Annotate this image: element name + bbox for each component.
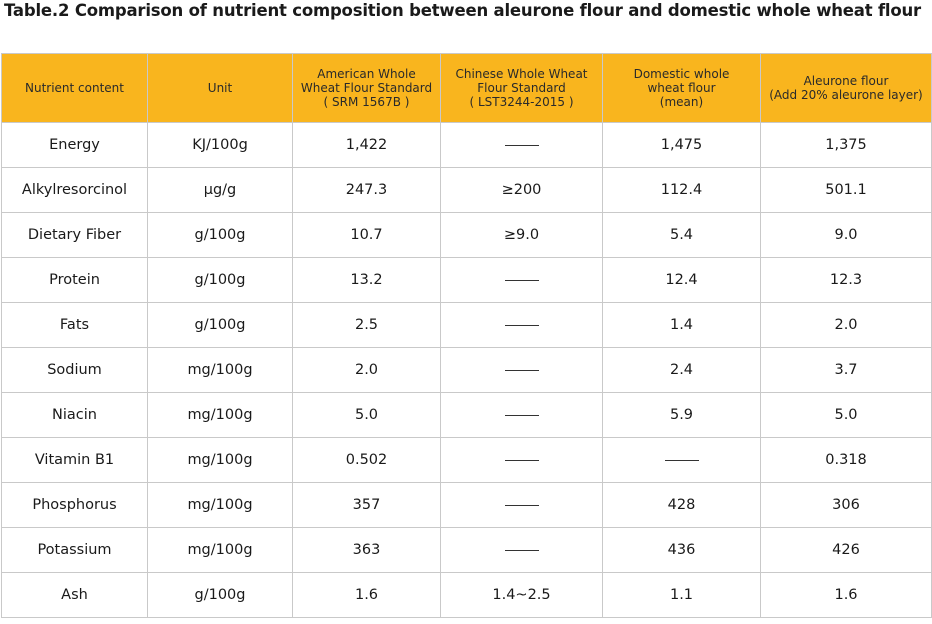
unit-cell: g/100g	[148, 258, 293, 303]
not-specified-dash	[505, 460, 539, 461]
table-row	[2, 258, 932, 303]
chinese-value-cell: ≥9.0	[441, 213, 603, 258]
american-value-cell: 1.6	[293, 573, 441, 618]
american-value-cell: 10.7	[293, 213, 441, 258]
table-row	[2, 438, 932, 483]
nutrient-cell: Potassium	[2, 528, 148, 573]
table-row	[2, 348, 932, 393]
unit-cell: g/100g	[148, 573, 293, 618]
nutrient-cell: Sodium	[2, 348, 148, 393]
aleurone-value-cell: 0.318	[761, 438, 932, 483]
unit-cell: mg/100g	[148, 483, 293, 528]
chinese-value-cell	[441, 258, 603, 303]
unit-cell: mg/100g	[148, 528, 293, 573]
nutrient-cell: Fats	[2, 303, 148, 348]
unit-cell: mg/100g	[148, 438, 293, 483]
header-chinese-standard: Chinese Whole Wheat Flour Standard ( LST3244-2015 )	[441, 54, 603, 123]
aleurone-value-cell: 5.0	[761, 393, 932, 438]
table-row	[2, 483, 932, 528]
table-row	[2, 573, 932, 618]
domestic-value-cell: 1.4	[603, 303, 761, 348]
american-value-cell: 13.2	[293, 258, 441, 303]
chinese-value-cell	[441, 303, 603, 348]
domestic-value-cell: 1,475	[603, 123, 761, 168]
american-value-cell: 5.0	[293, 393, 441, 438]
nutrient-cell: Energy	[2, 123, 148, 168]
american-value-cell: 357	[293, 483, 441, 528]
chinese-value-cell	[441, 348, 603, 393]
not-specified-dash	[505, 325, 539, 326]
aleurone-value-cell: 306	[761, 483, 932, 528]
american-value-cell: 1,422	[293, 123, 441, 168]
not-specified-dash	[505, 280, 539, 281]
domestic-value-cell: 436	[603, 528, 761, 573]
aleurone-value-cell: 9.0	[761, 213, 932, 258]
nutrient-cell: Phosphorus	[2, 483, 148, 528]
chinese-value-cell: ≥200	[441, 168, 603, 213]
chinese-value-cell	[441, 123, 603, 168]
aleurone-value-cell: 426	[761, 528, 932, 573]
unit-cell: g/100g	[148, 303, 293, 348]
aleurone-value-cell: 2.0	[761, 303, 932, 348]
chinese-value-cell	[441, 438, 603, 483]
nutrient-cell: Ash	[2, 573, 148, 618]
nutrient-cell: Niacin	[2, 393, 148, 438]
table-row	[2, 528, 932, 573]
chinese-value-cell	[441, 483, 603, 528]
aleurone-value-cell: 3.7	[761, 348, 932, 393]
nutrient-cell: Dietary Fiber	[2, 213, 148, 258]
not-specified-dash	[505, 550, 539, 551]
domestic-value-cell: 1.1	[603, 573, 761, 618]
nutrient-cell: Alkylresorcinol	[2, 168, 148, 213]
not-specified-dash	[505, 505, 539, 506]
header-aleurone-flour: Aleurone flour (Add 20% aleurone layer)	[761, 54, 932, 123]
unit-cell: mg/100g	[148, 348, 293, 393]
table-row	[2, 168, 932, 213]
nutrient-cell: Protein	[2, 258, 148, 303]
domestic-value-cell: 112.4	[603, 168, 761, 213]
chinese-value-cell	[441, 528, 603, 573]
header-unit: Unit	[148, 54, 293, 123]
american-value-cell: 247.3	[293, 168, 441, 213]
header-domestic-mean: Domestic whole wheat flour (mean)	[603, 54, 761, 123]
domestic-value-cell: 5.4	[603, 213, 761, 258]
chinese-value-cell: 1.4~2.5	[441, 573, 603, 618]
unit-cell: g/100g	[148, 213, 293, 258]
american-value-cell: 0.502	[293, 438, 441, 483]
not-specified-dash	[665, 460, 699, 461]
not-specified-dash	[505, 370, 539, 371]
aleurone-value-cell: 12.3	[761, 258, 932, 303]
table-row	[2, 213, 932, 258]
american-value-cell: 2.0	[293, 348, 441, 393]
domestic-value-cell: 5.9	[603, 393, 761, 438]
domestic-value-cell	[603, 438, 761, 483]
table-title: Table.2 Comparison of nutrient composition between aleurone flour and domestic whole wheat flour	[4, 1, 921, 20]
unit-cell: μg/g	[148, 168, 293, 213]
domestic-value-cell: 428	[603, 483, 761, 528]
aleurone-value-cell: 1,375	[761, 123, 932, 168]
header-row	[2, 54, 932, 123]
not-specified-dash	[505, 145, 539, 146]
unit-cell: KJ/100g	[148, 123, 293, 168]
table-row	[2, 393, 932, 438]
not-specified-dash	[505, 415, 539, 416]
table-row	[2, 303, 932, 348]
unit-cell: mg/100g	[148, 393, 293, 438]
table-body	[2, 123, 932, 618]
nutrient-cell: Vitamin B1	[2, 438, 148, 483]
american-value-cell: 2.5	[293, 303, 441, 348]
table-row	[2, 123, 932, 168]
domestic-value-cell: 12.4	[603, 258, 761, 303]
header-nutrient-content: Nutrient content	[2, 54, 148, 123]
american-value-cell: 363	[293, 528, 441, 573]
aleurone-value-cell: 1.6	[761, 573, 932, 618]
nutrient-table	[1, 53, 932, 618]
domestic-value-cell: 2.4	[603, 348, 761, 393]
aleurone-value-cell: 501.1	[761, 168, 932, 213]
chinese-value-cell	[441, 393, 603, 438]
header-american-standard: American Whole Wheat Flour Standard ( SRM 1567B )	[293, 54, 441, 123]
